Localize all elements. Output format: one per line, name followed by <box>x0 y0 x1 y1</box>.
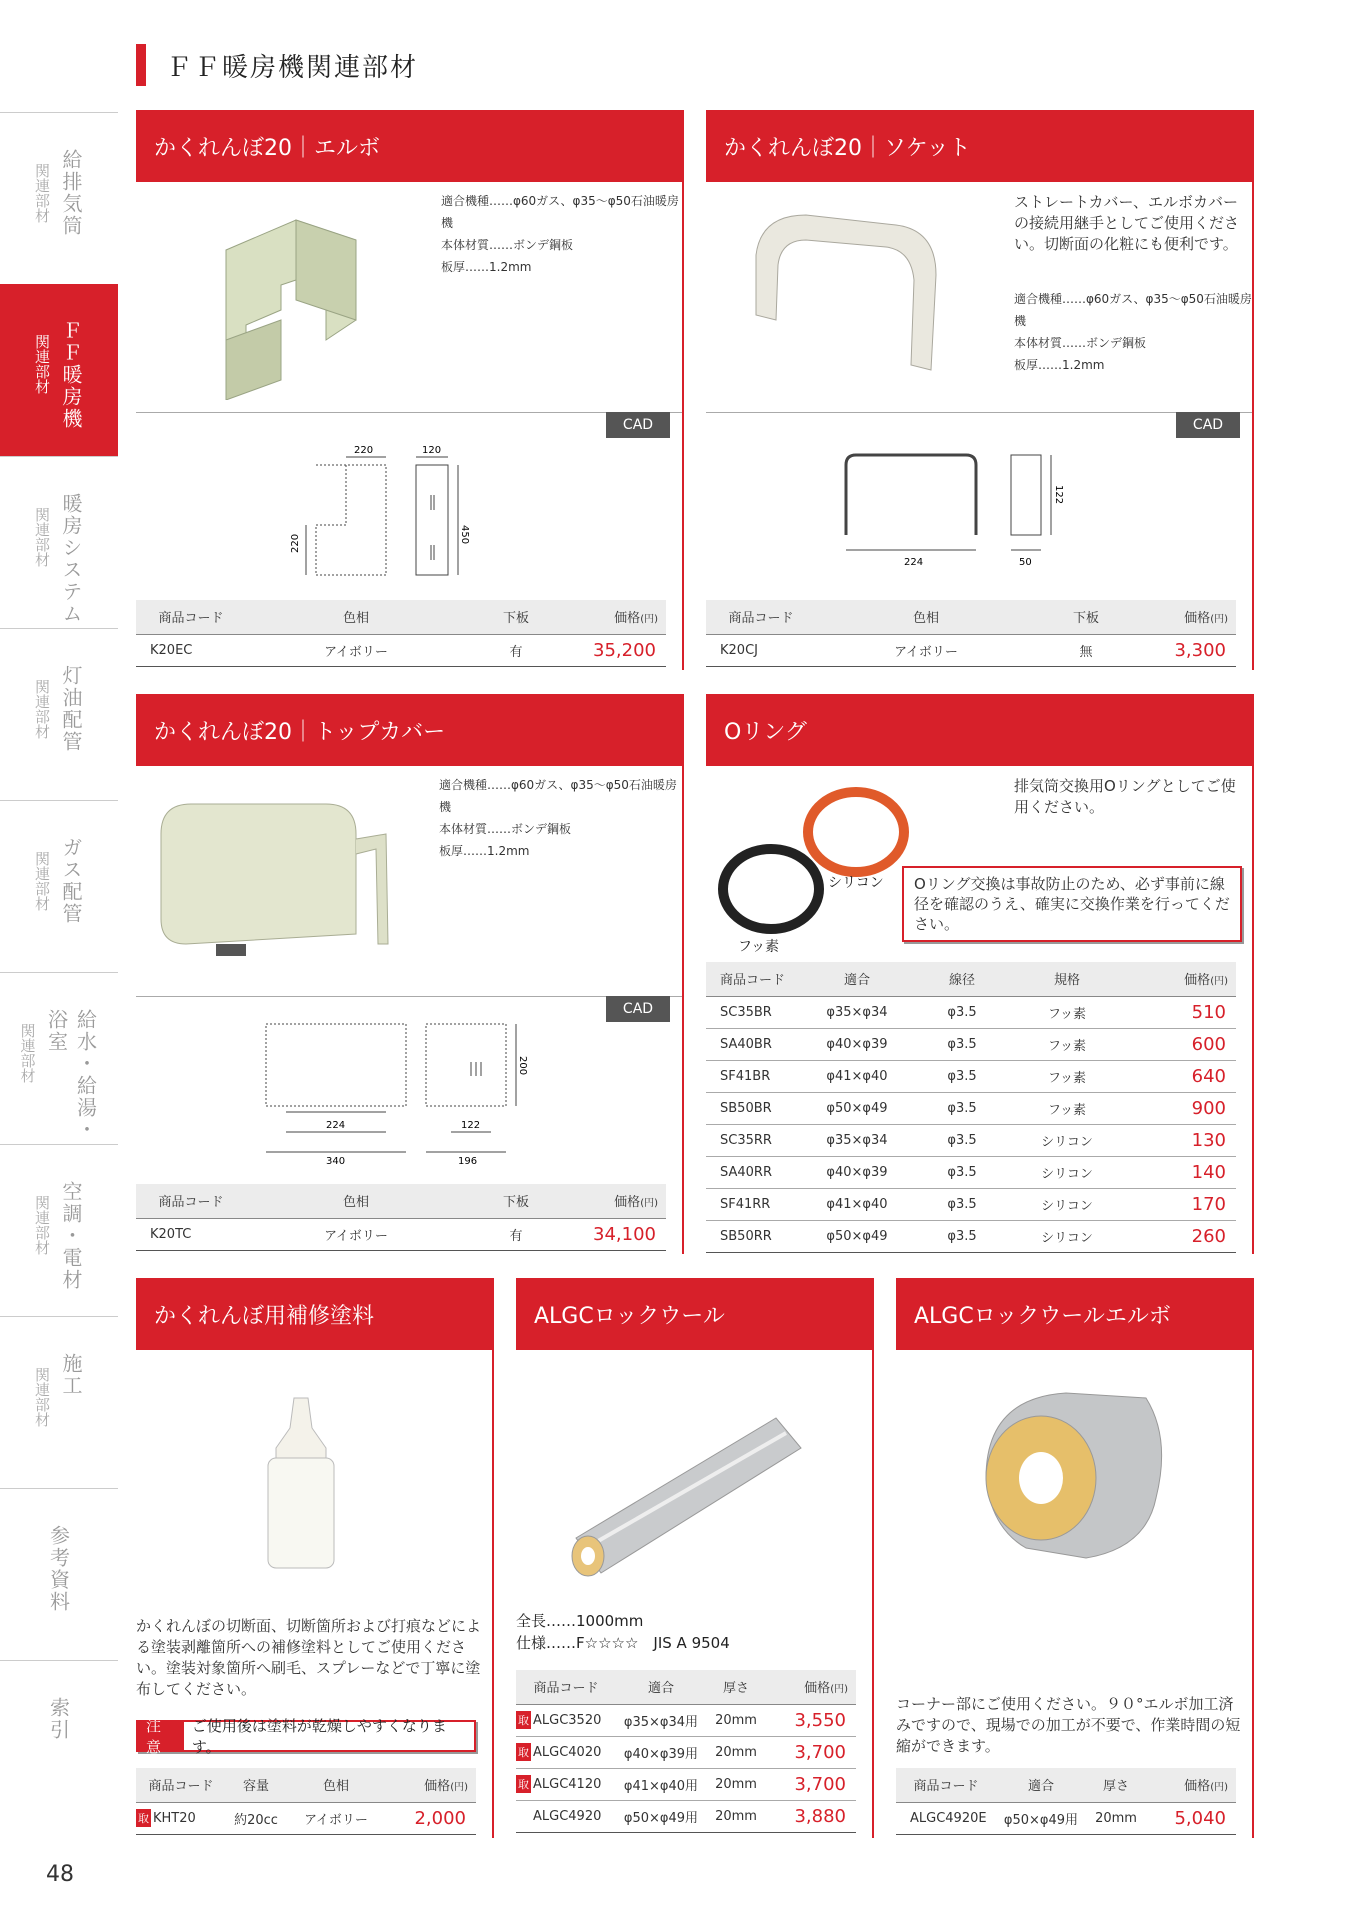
card-title: かくれんぼ20｜ソケット <box>706 110 1252 182</box>
paint-description: かくれんぼの切断面、切断箇所および打痕などによる塗装剥離箇所への補修塗料としてご使用ください。塗装対象箇所へ刷毛、スプレーなどで丁寧に塗布してください。 <box>136 1617 482 1698</box>
fit-value: φ35×φ34用 <box>616 1704 706 1736</box>
price-value: 3,700 <box>766 1768 856 1800</box>
price-value: 3,880 <box>766 1800 856 1832</box>
product-code: SF41BR <box>706 1060 802 1092</box>
rockwool-product-image <box>556 1388 816 1588</box>
col-header: 色相 <box>246 1184 466 1218</box>
sidebar-tab-label: 給水・給湯・浴室 <box>44 1009 98 1141</box>
cad-badge[interactable]: CAD <box>606 412 670 438</box>
col-header: 容量 <box>226 1768 286 1802</box>
dim-label: 340 <box>326 1156 346 1164</box>
product-code: SA40RR <box>706 1156 802 1188</box>
col-header: 価格(円) <box>566 600 666 634</box>
fit-value: φ50×φ49用 <box>616 1800 706 1832</box>
dim-label: 120 <box>422 445 442 456</box>
col-header: 厚さ <box>1086 1768 1146 1802</box>
paint-notice <box>136 1717 476 1756</box>
dim-label: 200 <box>517 1056 528 1076</box>
product-code: SF41RR <box>706 1188 802 1220</box>
sidebar-tab-label: 施工 <box>59 1353 83 1397</box>
socket-product-image <box>746 205 946 375</box>
fit-value: φ40×φ39用 <box>616 1736 706 1768</box>
price-value: 130 <box>1122 1124 1236 1156</box>
spec-line: 本体材質……ボンデ鋼板 <box>441 238 574 252</box>
page-title: ＦＦ暖房機関連部材 <box>166 52 419 83</box>
price-value: 140 <box>1122 1156 1236 1188</box>
col-header: 商品コード <box>136 600 246 634</box>
sidebar-tab-sublabel: 関連部材 <box>33 679 51 739</box>
price-value: 2,000 <box>386 1802 476 1834</box>
price-value: 34,100 <box>566 1218 666 1250</box>
sidebar-tab[interactable] <box>0 972 118 1144</box>
notice-label: 注意 <box>138 1722 184 1750</box>
product-code: SB50BR <box>706 1092 802 1124</box>
elbow-specs <box>441 190 682 278</box>
rockwool-specs <box>516 1610 730 1654</box>
fit-value: φ40×φ39 <box>802 1028 912 1060</box>
sidebar-tab-sublabel: 関連部材 <box>33 851 51 911</box>
thickness-value: 20mm <box>706 1736 766 1768</box>
sidebar-tab-label: 灯油配管 <box>59 665 83 753</box>
dim-label: 224 <box>326 1120 346 1131</box>
spec-line: 本体材質……ボンデ鋼板 <box>1014 336 1147 350</box>
card-elbow <box>136 110 684 670</box>
thickness-value: 20mm <box>706 1768 766 1800</box>
oring-notice: Oリング交換は事故防止のため、必ず事前に線径を確認のうえ、確実に交換作業を行ってください。 <box>902 866 1242 942</box>
tori-badge: 取 <box>516 1743 531 1761</box>
base-value: 無 <box>1036 634 1136 666</box>
rockwool-elbow-description: コーナー部にご使用ください。９０°エルボ加工済みですので、現場での加工が不要で、作業時間の短縮ができます。 <box>896 1695 1241 1755</box>
color-value: アイボリー <box>246 1218 466 1250</box>
col-header: 価格(円) <box>1122 962 1236 996</box>
table-row <box>706 1028 1236 1060</box>
col-header: 価格(円) <box>566 1184 666 1218</box>
dim-label: 220 <box>354 445 374 456</box>
sidebar-tab-label: 暖房システム <box>59 493 83 625</box>
table-row <box>706 1156 1236 1188</box>
price-value: 510 <box>1122 996 1236 1028</box>
rockwool-elbow-image <box>966 1378 1186 1578</box>
product-code: K20TC <box>136 1218 246 1250</box>
rockwool-price-table <box>516 1670 856 1833</box>
product-code: K20CJ <box>706 634 816 666</box>
spec-line: 板厚……1.2mm <box>441 260 532 274</box>
paint-price-table <box>136 1768 476 1835</box>
cad-badge[interactable]: CAD <box>606 996 670 1022</box>
col-header: 下板 <box>1036 600 1136 634</box>
price-value: 5,040 <box>1146 1802 1236 1834</box>
elbow-price-table <box>136 600 666 667</box>
fit-value: φ41×φ40用 <box>616 1768 706 1800</box>
col-header: 商品コード <box>706 962 802 996</box>
product-code: SB50RR <box>706 1220 802 1252</box>
col-header: 商品コード <box>706 600 816 634</box>
col-header: 商品コード <box>136 1184 246 1218</box>
sidebar-tab[interactable] <box>0 456 118 628</box>
wire-value: φ3.5 <box>912 1124 1012 1156</box>
price-value: 3,550 <box>766 1704 856 1736</box>
tori-badge: 取 <box>516 1711 531 1729</box>
table-row <box>516 1768 856 1800</box>
col-header: 下板 <box>466 1184 566 1218</box>
fit-value: φ41×φ40 <box>802 1060 912 1092</box>
price-value: 260 <box>1122 1220 1236 1252</box>
sidebar-tab[interactable] <box>0 628 118 800</box>
socket-specs <box>1014 288 1252 376</box>
cad-divider <box>136 412 682 413</box>
card-title: かくれんぼ20｜エルボ <box>136 110 682 182</box>
oring-price-table <box>706 962 1236 1253</box>
price-value: 170 <box>1122 1188 1236 1220</box>
oring-product-image <box>706 784 926 954</box>
card-topcover <box>136 694 684 1254</box>
oring-description: 排気筒交換用Oリングとしてご使用ください。 <box>1014 777 1236 816</box>
color-value: アイボリー <box>246 634 466 666</box>
dim-label: 196 <box>458 1156 478 1164</box>
spec-line: 適合機種……φ60ガス、φ35〜φ50石油暖房機 <box>441 194 679 230</box>
card-socket <box>706 110 1254 670</box>
fit-value: φ35×φ34 <box>802 1124 912 1156</box>
base-value: 有 <box>466 634 566 666</box>
dim-label: 122 <box>461 1120 481 1131</box>
fit-value: φ35×φ34 <box>802 996 912 1028</box>
tori-badge: 取 <box>136 1809 151 1827</box>
table-row <box>516 1800 856 1832</box>
fit-value: φ40×φ39 <box>802 1156 912 1188</box>
spec-line: 全長……1000mm <box>516 1612 644 1630</box>
spec-line: 仕様……F☆☆☆☆ JIS A 9504 <box>516 1634 730 1652</box>
product-code: 取 ALGC4020 <box>516 1736 616 1768</box>
price-value: 3,300 <box>1136 634 1236 666</box>
std-value: フッ素 <box>1012 1028 1122 1060</box>
table-row <box>706 1124 1236 1156</box>
col-header: 適合 <box>616 1670 706 1704</box>
spec-line: 適合機種……φ60ガス、φ35〜φ50石油暖房機 <box>439 778 677 814</box>
socket-description: ストレートカバー、エルボカバーの接続用継手としてご使用ください。切断面の化粧にも便利です。 <box>1014 193 1240 253</box>
spec-line: 板厚……1.2mm <box>439 844 530 858</box>
paint-bottle-image <box>256 1388 346 1578</box>
card-title: ALGCロックウール <box>516 1278 872 1350</box>
col-header: 適合 <box>802 962 912 996</box>
socket-cad-drawing <box>836 445 1096 585</box>
sidebar-tab[interactable] <box>0 1316 118 1488</box>
std-value: シリコン <box>1012 1156 1122 1188</box>
product-code: K20EC <box>136 634 246 666</box>
fit-value: φ41×φ40 <box>802 1188 912 1220</box>
label-fluoro: フッ素 <box>738 939 780 955</box>
sidebar-tab-label: 給排気筒 <box>59 149 83 237</box>
col-header: 下板 <box>466 600 566 634</box>
cad-divider <box>136 996 682 997</box>
table-row <box>896 1802 1236 1834</box>
page-number: 48 <box>46 1862 74 1887</box>
fit-value: φ50×φ49用 <box>996 1802 1086 1834</box>
dim-label: 450 <box>459 525 470 545</box>
product-code: SA40BR <box>706 1028 802 1060</box>
price-value: 3,700 <box>766 1736 856 1768</box>
price-value: 600 <box>1122 1028 1236 1060</box>
col-header: 線径 <box>912 962 1012 996</box>
std-value: シリコン <box>1012 1220 1122 1252</box>
product-code: 取 ALGC3520 <box>516 1704 616 1736</box>
spec-line: 本体材質……ボンデ鋼板 <box>439 822 572 836</box>
topcover-specs <box>439 774 682 862</box>
sidebar-tab-sublabel: 関連部材 <box>33 163 51 223</box>
card-title: ALGCロックウールエルボ <box>896 1278 1252 1350</box>
cad-divider <box>706 412 1252 413</box>
product-code: SC35RR <box>706 1124 802 1156</box>
card-rockwool <box>516 1278 874 1838</box>
col-header: 適合 <box>996 1768 1086 1802</box>
price-value: 35,200 <box>566 634 666 666</box>
table-row <box>136 1218 666 1250</box>
dim-label: 50 <box>1019 557 1032 568</box>
thickness-value: 20mm <box>706 1704 766 1736</box>
table-row <box>516 1736 856 1768</box>
col-header: 色相 <box>246 600 466 634</box>
table-row <box>706 996 1236 1028</box>
wire-value: φ3.5 <box>912 1156 1012 1188</box>
std-value: シリコン <box>1012 1188 1122 1220</box>
sidebar-tab[interactable] <box>0 1144 118 1316</box>
color-value: アイボリー <box>286 1802 386 1834</box>
price-value: 640 <box>1122 1060 1236 1092</box>
dim-label: 224 <box>904 557 924 568</box>
sidebar-tab[interactable] <box>0 284 118 456</box>
product-code: ALGC4920E <box>896 1802 996 1834</box>
price-value: 900 <box>1122 1092 1236 1124</box>
dim-label: 122 <box>1053 485 1064 505</box>
sidebar-tab-label: 索引 <box>46 1697 71 1741</box>
std-value: フッ素 <box>1012 1060 1122 1092</box>
sidebar-tab-label: ＦＦ暖房機 <box>59 320 83 430</box>
sidebar-tab-label: ガス配管 <box>59 837 83 925</box>
sidebar-tab[interactable] <box>0 112 118 284</box>
capacity-value: 約20cc <box>226 1802 286 1834</box>
card-title: かくれんぼ用補修塗料 <box>136 1278 492 1350</box>
col-header: 価格(円) <box>1146 1768 1236 1802</box>
spec-line: 適合機種……φ60ガス、φ35〜φ50石油暖房機 <box>1014 292 1252 328</box>
product-code: ALGC4920 <box>516 1800 616 1832</box>
sidebar-tab-label: 空調・電材 <box>59 1181 83 1291</box>
elbow-cad-drawing <box>286 435 546 585</box>
product-code: SC35BR <box>706 996 802 1028</box>
topcover-price-table <box>136 1184 666 1251</box>
table-row <box>706 1060 1236 1092</box>
card-title: かくれんぼ20｜トップカバー <box>136 694 682 766</box>
std-value: フッ素 <box>1012 1092 1122 1124</box>
dim-label: 220 <box>290 533 301 553</box>
wire-value: φ3.5 <box>912 1028 1012 1060</box>
wire-value: φ3.5 <box>912 1188 1012 1220</box>
table-row <box>706 1188 1236 1220</box>
sidebar-tab-sublabel: 関連部材 <box>18 1023 37 1083</box>
col-header: 商品コード <box>516 1670 616 1704</box>
table-row <box>706 1092 1236 1124</box>
sidebar-tab-sublabel: 関連部材 <box>33 1367 51 1427</box>
color-value: アイボリー <box>816 634 1036 666</box>
thickness-value: 20mm <box>1086 1802 1146 1834</box>
card-paint <box>136 1278 494 1838</box>
fit-value: φ50×φ49 <box>802 1092 912 1124</box>
wire-value: φ3.5 <box>912 1060 1012 1092</box>
col-header: 価格(円) <box>386 1768 476 1802</box>
std-value: フッ素 <box>1012 996 1122 1028</box>
col-header: 色相 <box>816 600 1036 634</box>
wire-value: φ3.5 <box>912 996 1012 1028</box>
col-header: 価格(円) <box>1136 600 1236 634</box>
topcover-cad-drawing <box>246 1014 546 1164</box>
sidebar-tab-label: 参考資料 <box>46 1525 71 1613</box>
fit-value: φ50×φ49 <box>802 1220 912 1252</box>
col-header: 色相 <box>286 1768 386 1802</box>
table-row <box>706 1220 1236 1252</box>
thickness-value: 20mm <box>706 1800 766 1832</box>
table-row <box>136 1802 476 1834</box>
rockwool-elbow-price-table <box>896 1768 1236 1835</box>
elbow-product-image <box>206 200 376 400</box>
sidebar-tab[interactable] <box>0 1660 118 1832</box>
product-code: 取 KHT20 <box>136 1802 226 1834</box>
table-row <box>516 1704 856 1736</box>
topcover-product-image <box>156 794 396 964</box>
sidebar-tab-sublabel: 関連部材 <box>33 507 51 567</box>
product-code: 取 ALGC4120 <box>516 1768 616 1800</box>
col-header: 規格 <box>1012 962 1122 996</box>
sidebar-tab-sublabel: 関連部材 <box>33 1195 51 1255</box>
std-value: シリコン <box>1012 1124 1122 1156</box>
table-row <box>136 634 666 666</box>
wire-value: φ3.5 <box>912 1220 1012 1252</box>
table-row <box>706 634 1236 666</box>
base-value: 有 <box>466 1218 566 1250</box>
spec-line: 板厚……1.2mm <box>1014 358 1105 372</box>
card-title: Oリング <box>706 694 1252 766</box>
card-rockwool-elbow <box>896 1278 1254 1838</box>
col-header: 商品コード <box>136 1768 226 1802</box>
sidebar-tab-sublabel: 関連部材 <box>33 334 51 394</box>
socket-price-table <box>706 600 1236 667</box>
col-header: 厚さ <box>706 1670 766 1704</box>
tori-badge: 取 <box>516 1775 531 1793</box>
col-header: 商品コード <box>896 1768 996 1802</box>
cad-badge[interactable]: CAD <box>1176 412 1240 438</box>
wire-value: φ3.5 <box>912 1092 1012 1124</box>
notice-text: ご使用後は塗料が乾燥しやすくなります。 <box>191 1717 447 1756</box>
col-header: 価格(円) <box>766 1670 856 1704</box>
label-silicone: シリコン <box>828 875 884 891</box>
card-oring <box>706 694 1254 1254</box>
sidebar-tab[interactable] <box>0 800 118 972</box>
sidebar-tab[interactable] <box>0 1488 118 1660</box>
